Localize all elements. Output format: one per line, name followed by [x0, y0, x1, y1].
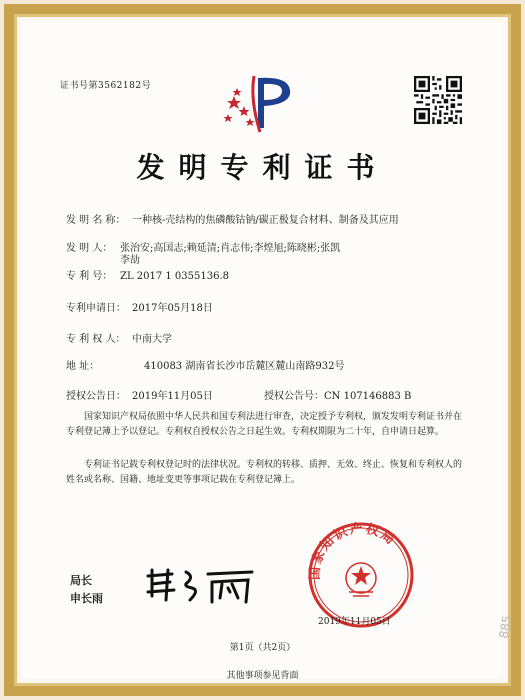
- invention-name-value: 一种核-壳结构的焦磷酸钴钠/碳正极复合材料、制备及其应用: [132, 215, 399, 226]
- grant-date-label: 授权公告日：: [66, 391, 126, 402]
- handwritten-signature: [142, 562, 260, 608]
- address-value: 410083 湖南省长沙市岳麓区麓山南路932号: [144, 361, 345, 372]
- margin-handwritten-note: 885: [496, 614, 515, 640]
- inventors-label: 发 明 人：: [66, 243, 113, 254]
- patent-number-value: ZL 2017 1 0355136.8: [120, 271, 230, 282]
- cnipa-logo-icon: [220, 70, 300, 136]
- signature-name: 申长雨: [70, 592, 103, 605]
- certificate-title: 发明专利证书: [136, 151, 389, 184]
- filing-date-label: 专利申请日：: [66, 303, 126, 314]
- filing-date-value: 2017年05月18日: [132, 303, 213, 314]
- patentee-value: 中南大学: [132, 334, 172, 345]
- filing-date-row: [66, 302, 466, 316]
- grant-no-value: CN 107146883 B: [324, 391, 412, 402]
- grant-no-label: 授权公告号：: [264, 391, 324, 402]
- qr-code-icon: [414, 76, 462, 124]
- invention-name-label: 发 明 名 称：: [66, 215, 126, 226]
- signature-title: 局长: [70, 574, 92, 587]
- inventors-value: 张治安;高国志;赖延清;肖志伟;李煌旭;陈晓彬;张凯: [120, 243, 341, 254]
- grant-date-value: 2019年11月05日: [132, 391, 213, 402]
- patentee-row: [66, 333, 466, 347]
- svg-text:国家知识产权局: 国家知识产权局: [307, 521, 399, 581]
- page-indicator: 第1页（共2页）: [229, 643, 296, 653]
- seal-date: 2019年11月05日: [318, 617, 391, 627]
- certificate-number: 证书号第3562182号: [60, 81, 152, 91]
- body-paragraph-2: 专利证书记载专利权登记时的法律状况。专利权的转移、质押、无效、终止、恢复和专利权人的姓名或名称、国籍、地址变更等事项记载在专利登记簿上。: [66, 460, 463, 485]
- inventors-line2: 李劼: [120, 255, 140, 266]
- footer-note: 其他事项参见背面: [226, 671, 299, 681]
- patent-number-row: [66, 270, 466, 284]
- patent-number-label: 专 利 号：: [66, 271, 113, 282]
- address-label: 地 址：: [66, 361, 100, 372]
- invention-name-row: [66, 214, 466, 228]
- patentee-label: 专 利 权 人：: [66, 334, 126, 345]
- body-paragraph-1: 国家知识产权局依照中华人民共和国专利法进行审查，决定授予专利权，颁发发明专利证书并在专利登记簿上予以登记。专利权自授权公告之日起生效。专利权期限为二十年，自申请日起算。: [66, 412, 463, 437]
- address-row: [66, 360, 466, 374]
- grant-row: [66, 390, 466, 404]
